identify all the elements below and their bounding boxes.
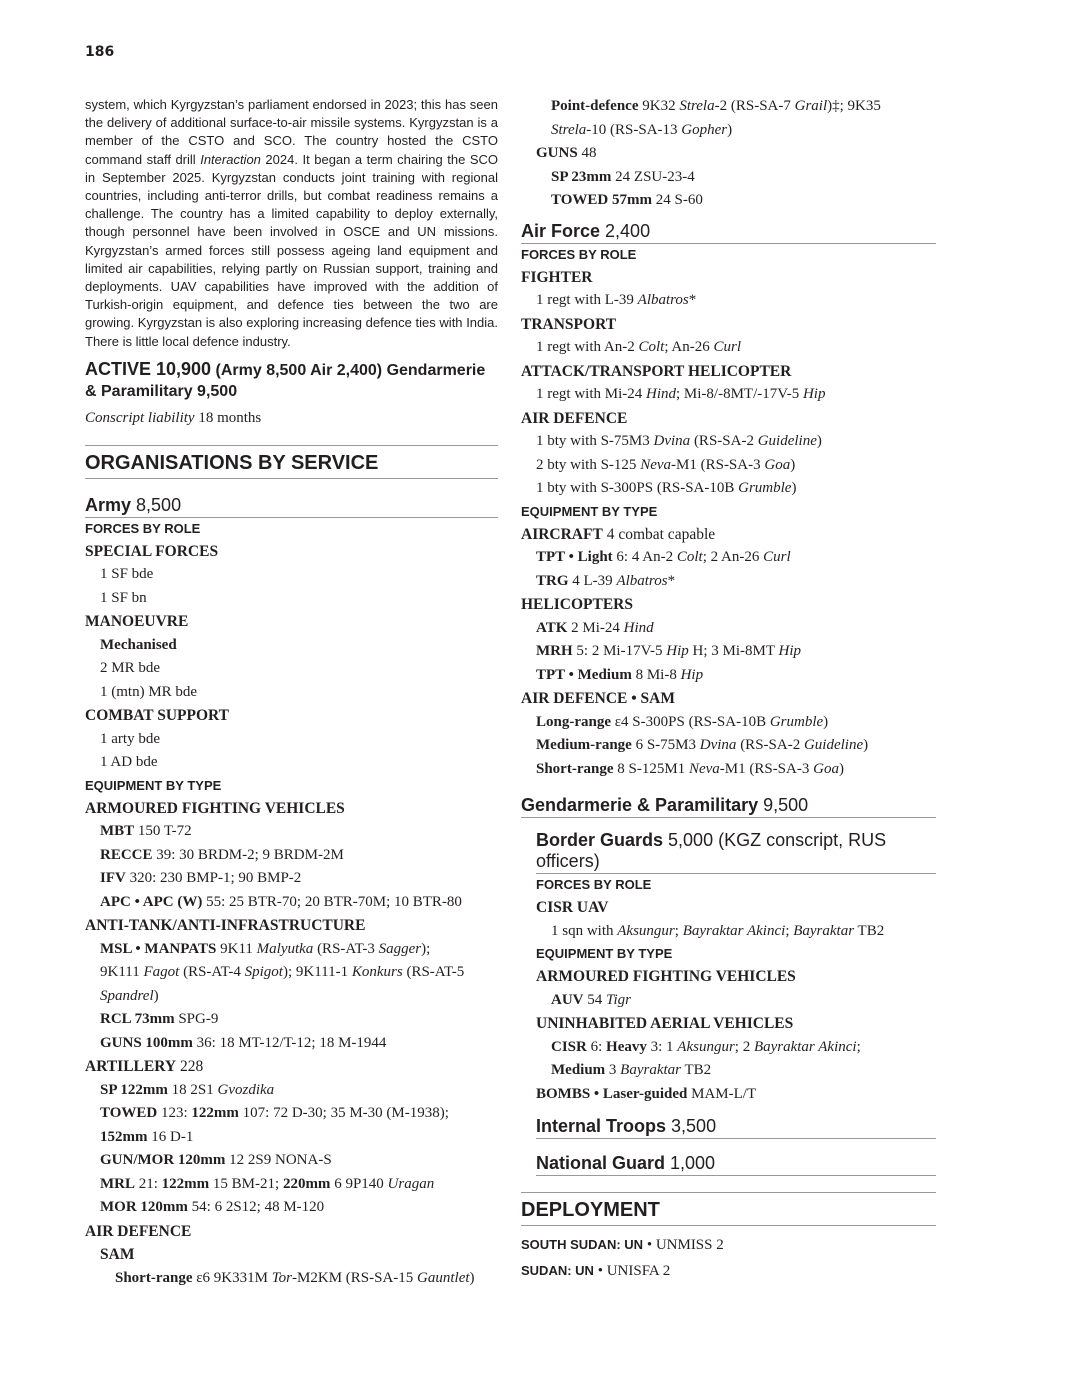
army-sf1: 1 SF bde [100,566,154,583]
army-point-defence-2: Strela-10 (RS-SA-13 Gopher) [551,121,733,138]
army-gunmor: GUN/MOR 120mm 12 2S9 NONA-S [100,1152,332,1169]
army-mor: MOR 120mm 54: 6 2S12; 48 M-120 [100,1199,325,1216]
army-afv: ARMOURED FIGHTING VEHICLES [85,799,345,817]
air-force-heading: Air Force 2,400 [521,221,936,244]
army-guns: GUNS 100mm 36: 18 MT-12/T-12; 18 M-1944 [100,1034,387,1051]
army-mechanised: Mechanised [100,636,177,653]
af-fighter-unit: 1 regt with L-39 Albatros* [536,292,697,308]
army-ifv: IFV 320: 230 BMP-1; 90 BMP-2 [100,870,302,887]
army-equipment-by-type: EQUIPMENT BY TYPE [85,777,222,793]
army-manoeuvre: MANOEUVRE [85,613,189,631]
border-guards-heading: Border Guards 5,000 (KGZ conscript, RUS officers) [536,830,936,874]
army-combat-support: COMBAT SUPPORT [85,707,229,725]
af-air-defence: AIR DEFENCE [521,409,628,427]
bg-uav: UNINHABITED AERIAL VEHICLES [536,1015,794,1032]
af-fighter: FIGHTER [521,268,593,286]
army-msl: MSL • MANPATS 9K11 Malyutka (RS-AT-3 Sagger); [100,940,431,957]
army-recce: RECCE 39: 30 BRDM-2; 9 BRDM-2M [100,846,344,863]
af-short-range: Short-range 8 S-125M1 Neva-M1 (RS-SA-3 Goa) [536,760,844,777]
army-heading: Army 8,500 [85,495,498,518]
army-mech1: 2 MR bde [100,660,160,677]
army-towed-2: 152mm 16 D-1 [100,1128,194,1145]
army-ad-sp: SP 23mm 24 ZSU-23-4 [551,168,695,185]
af-long-range: Long-range ε4 S-300PS (RS-SA-10B Grumble) [536,713,829,730]
af-mrh: MRH 5: 2 Mi-17V-5 Hip H; 3 Mi-8MT Hip [536,643,802,659]
bg-cisr-uav: CISR UAV [536,899,609,916]
af-ad-sam: AIR DEFENCE • SAM [521,690,675,707]
af-medium-range: Medium-range 6 S-75M3 Dvina (RS-SA-2 Guideline) [536,737,869,753]
intro-paragraph: system, which Kyrgyzstan’s parliament endorsed in 2023; this has seen the delivery of additional surface-to-air missile systems. Kyrgyzstan is a member of the CSTO and SCO. The country hosted the CSTO command staff drill Interaction 2024. It began a term chairing the SCO in September 2025. Kyrgyzstan conducts joint training with regional countries, including anti-terror drills, but combat readiness remains a challenge. The country has a limited capability to deploy externally, though personnel have been involved in OSCE and UN missions. Kyrgyzstan’s armed forces still possess ageing land equipment and limited air capabilities, relying partly on Russian support, training and deployments. UAV capabilities have improved with the addition of Turkish-origin equipment, and defence ties between the two are growing. Kyrgyzstan is also exploring increasing defence ties with India. There is little local defence industry. [85,97,498,349]
af-transport: TRANSPORT [521,315,617,333]
deployment-title: DEPLOYMENT [521,1192,936,1226]
army-point-defence: Point-defence 9K32 Strela-2 (RS-SA-7 Grail)‡; 9K35 [551,98,881,114]
af-heli-tpt: TPT • Medium 8 Mi-8 Hip [536,666,704,683]
af-attack-transport-heli: ATTACK/TRANSPORT HELICOPTER [521,362,792,380]
af-transport-unit: 1 regt with An-2 Colt; An-26 Curl [536,339,742,355]
army-sf2: 1 SF bn [100,589,147,606]
bg-bombs: BOMBS • Laser-guided MAM-L/T [536,1085,757,1102]
bg-equipment-by-type: EQUIPMENT BY TYPE [536,946,673,961]
bg-forces-by-role: FORCES BY ROLE [536,877,652,892]
army-cs1: 1 arty bde [100,730,160,747]
army-mech2: 1 (mtn) MR bde [100,683,198,700]
conscript-liability: Conscript liability 18 months [85,409,262,426]
army-special-forces: SPECIAL FORCES [85,542,219,560]
army-apc: APC • APC (W) 55: 25 BTR-70; 20 BTR-70M; 10 BTR-80 [100,893,462,910]
army-air-defence: AIR DEFENCE [85,1222,192,1240]
army-msl-3: Spandrel) [100,987,159,1004]
af-atk: ATK 2 Mi-24 Hind [536,619,654,636]
bg-afv: ARMOURED FIGHTING VEHICLES [536,968,796,985]
page-number: 186 [85,44,115,60]
bg-medium: Medium 3 Bayraktar TB2 [551,1062,712,1078]
national-guard-heading: National Guard 1,000 [536,1153,936,1176]
af-ad-1: 1 bty with S-75M3 Dvina (RS-SA-2 Guideline) [536,433,822,449]
army-forces-by-role: FORCES BY ROLE [85,520,201,536]
left-column [85,96,498,1290]
gendarmerie-heading: Gendarmerie & Paramilitary 9,500 [521,795,936,818]
af-ath-unit: 1 regt with Mi-24 Hind; Mi-8/-8MT/-17V-5 Hip [536,386,826,402]
army-rcl: RCL 73mm SPG-9 [100,1011,219,1028]
right-column [521,95,936,1284]
army-cs2: 1 AD bde [100,754,158,771]
army-sp: SP 122mm 18 2S1 Gvozdika [100,1081,275,1098]
af-aircraft: AIRCRAFT 4 combat capable [521,525,716,543]
bg-cisr-unit: 1 sqn with Aksungur; Bayraktar Akinci; Bayraktar TB2 [551,922,885,939]
army-artillery: ARTILLERY 228 [85,1058,204,1076]
bg-auv: AUV 54 Tigr [551,991,632,1008]
army-mrl: MRL 21: 122mm 15 BM-21; 220mm 6 9P140 Uragan [100,1175,435,1192]
army-msl-2: 9K111 Fagot (RS-AT-4 Spigot); 9K111-1 Konkurs (RS-AT-5 [100,964,465,981]
deployment-sudan: SUDAN: UN • UNISFA 2 [521,1263,671,1279]
army-towed: TOWED 123: 122mm 107: 72 D-30; 35 M-30 (M-1938); [100,1105,449,1122]
deployment-south-sudan: SOUTH SUDAN: UN • UNMISS 2 [521,1237,724,1253]
internal-troops-heading: Internal Troops 3,500 [536,1116,936,1139]
army-ad-guns: GUNS 48 [536,145,597,161]
army-ad-towed: TOWED 57mm 24 S-60 [551,192,703,208]
af-ad-3: 1 bty with S-300PS (RS-SA-10B Grumble) [536,480,797,496]
army-anti-tank: ANTI-TANK/ANTI-INFRASTRUCTURE [85,917,366,935]
army-short-range: Short-range ε6 9K331M Tor-M2KM (RS-SA-15 Gauntlet) [115,1269,475,1286]
af-tpt-light: TPT • Light 6: 4 An-2 Colt; 2 An-26 Curl [536,549,791,565]
active-strength: ACTIVE 10,900 (Army 8,500 Air 2,400) Gendarmerie & Paramilitary 9,500 [85,358,486,400]
af-forces-by-role: FORCES BY ROLE [521,246,637,262]
org-title: ORGANISATIONS BY SERVICE [85,445,498,479]
af-ad-2: 2 bty with S-125 Neva-M1 (RS-SA-3 Goa) [536,456,796,473]
bg-cisr-heavy: CISR 6: Heavy 3: 1 Aksungur; 2 Bayraktar Akinci; [551,1038,861,1055]
af-helicopters: HELICOPTERS [521,596,633,613]
af-trg: TRG 4 L-39 Albatros* [536,572,676,589]
army-mbt: MBT 150 T-72 [100,823,192,840]
af-equipment-by-type: EQUIPMENT BY TYPE [521,503,658,519]
army-sam: SAM [100,1246,135,1264]
